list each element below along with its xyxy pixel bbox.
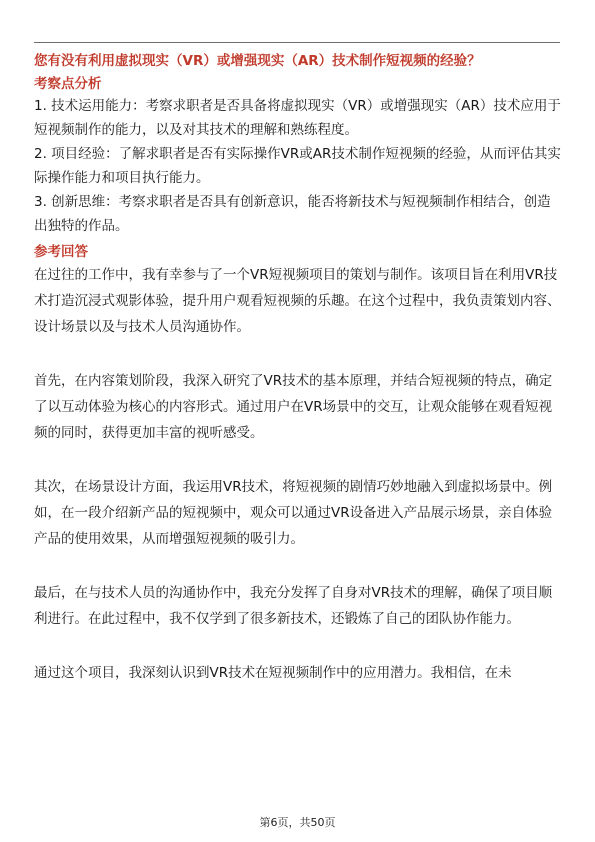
- question-title: 您有没有利用虚拟现实（VR）或增强现实（AR）技术制作短视频的经验？: [34, 53, 481, 69]
- answer-paragraph-5: 通过这个项目，我深刻认识到VR技术在短视频制作中的应用潜力。我相信，在未: [34, 665, 512, 681]
- analysis-item-3: 3. 创新思维：考察求职者是否具有创新意识，能否将新技术与短视频制作相结合，创造出独特的作品。: [34, 194, 551, 234]
- answer-section: [34, 242, 561, 686]
- answer-paragraph-1: 在过往的工作中，我有幸参与了一个VR短视频项目的策划与制作。该项目旨在利用VR技术打造沉浸式观影体验，提升用户观看短视频的乐趣。在这个过程中，我负责策划内容、设计场景以及与技术人员沟通协作。: [34, 267, 561, 335]
- header-divider: [34, 42, 560, 43]
- analysis-heading: 考察点分析: [34, 76, 102, 92]
- document-body: [34, 52, 561, 686]
- analysis-item-2: 2. 项目经验：了解求职者是否有实际操作VR或AR技术制作短视频的经验，从而评估其实际操作能力和项目执行能力。: [34, 146, 561, 186]
- analysis-section: [34, 74, 561, 238]
- answer-paragraph-2: 首先，在内容策划阶段，我深入研究了VR技术的基本原理，并结合短视频的特点，确定了以互动体验为核心的内容形式。通过用户在VR场景中的交互，让观众能够在观看短视频的同时，获得更加丰富的视听感受。: [34, 373, 553, 441]
- answer-paragraph-4: 最后，在与技术人员的沟通协作中，我充分发挥了自身对VR技术的理解，确保了项目顺利进行。在此过程中，我不仅学到了很多新技术，还锻炼了自己的团队协作能力。: [34, 585, 553, 627]
- analysis-item-1: 1. 技术运用能力：考察求职者是否具备将虚拟现实（VR）或增强现实（AR）技术应用于短视频制作的能力，以及对其技术的理解和熟练程度。: [34, 98, 561, 138]
- page-number: 第6页，共50页: [259, 816, 336, 829]
- answer-heading: 参考回答: [34, 244, 88, 260]
- answer-paragraph-3: 其次，在场景设计方面，我运用VR技术，将短视频的剧情巧妙地融入到虚拟场景中。例如，在一段介绍新产品的短视频中，观众可以通过VR设备进入产品展示场景，亲自体验产品的使用效果，从而增强短视频的吸引力。: [34, 479, 553, 547]
